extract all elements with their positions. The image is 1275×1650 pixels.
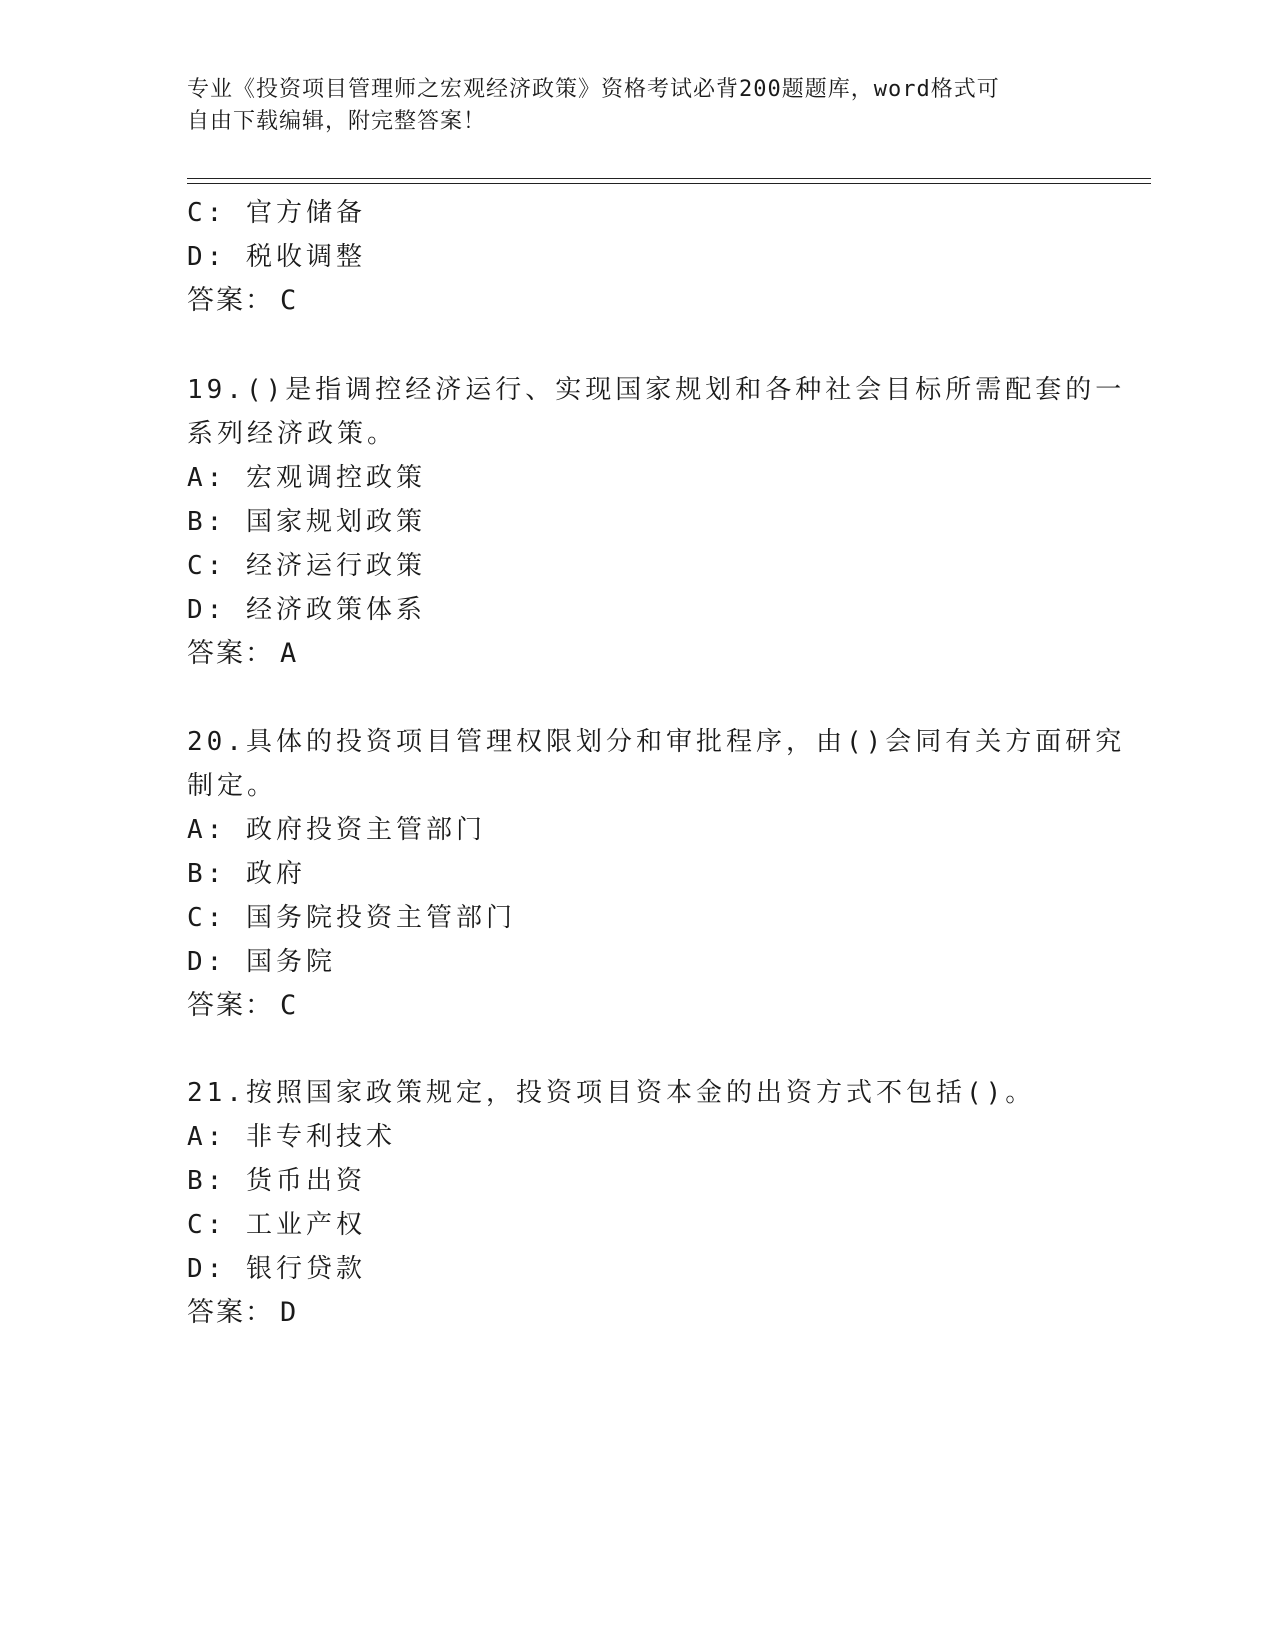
answer-label: 答案： [187, 1297, 274, 1328]
answer-value: C [280, 285, 297, 316]
question-20-stem-line-1: 20.具体的投资项目管理权限划分和审批程序，由()会同有关方面研究 [187, 727, 1126, 757]
prev-answer [187, 284, 296, 318]
question-20-answer [187, 989, 296, 1023]
question-19-stem-line-2: 系列经济政策。 [187, 419, 398, 449]
question-21-option-a: A: 非专利技术 [187, 1122, 396, 1152]
question-19-option-d: D: 经济政策体系 [187, 595, 426, 625]
question-21-answer [187, 1296, 296, 1330]
question-19-option-a: A: 宏观调控政策 [187, 463, 426, 493]
question-19-option-c: C: 经济运行政策 [187, 551, 426, 581]
question-20-option-d: D: 国务院 [187, 947, 336, 977]
answer-value: C [280, 990, 297, 1021]
question-20-stem-line-2: 制定。 [187, 771, 278, 801]
question-21-option-c: C: 工业产权 [187, 1210, 366, 1240]
answer-label: 答案： [187, 990, 274, 1021]
question-19-option-b: B: 国家规划政策 [187, 507, 426, 537]
header-divider-top [187, 178, 1151, 179]
document-header [187, 74, 1067, 138]
question-20-option-c: C: 国务院投资主管部门 [187, 903, 516, 933]
question-21-option-b: B: 货币出资 [187, 1166, 366, 1196]
header-line-2: 自由下载编辑，附完整答案！ [187, 109, 487, 134]
prev-option-d: D: 税收调整 [187, 242, 366, 272]
answer-value: A [280, 638, 297, 669]
question-19-answer [187, 637, 296, 671]
question-19-stem-line-1: 19.()是指调控经济运行、实现国家规划和各种社会目标所需配套的一 [187, 375, 1126, 405]
header-divider-bottom [187, 183, 1151, 184]
answer-label: 答案： [187, 285, 274, 316]
question-20-option-b: B: 政府 [187, 859, 306, 889]
question-20-option-a: A: 政府投资主管部门 [187, 815, 486, 845]
prev-option-c: C: 官方储备 [187, 198, 366, 228]
answer-label: 答案： [187, 638, 274, 669]
question-21-option-d: D: 银行贷款 [187, 1254, 366, 1284]
answer-value: D [280, 1297, 297, 1328]
header-line-1: 专业《投资项目管理师之宏观经济政策》资格考试必背200题题库，word格式可 [187, 77, 1000, 102]
question-21-stem-line-1: 21.按照国家政策规定，投资项目资本金的出资方式不包括()。 [187, 1078, 1036, 1108]
